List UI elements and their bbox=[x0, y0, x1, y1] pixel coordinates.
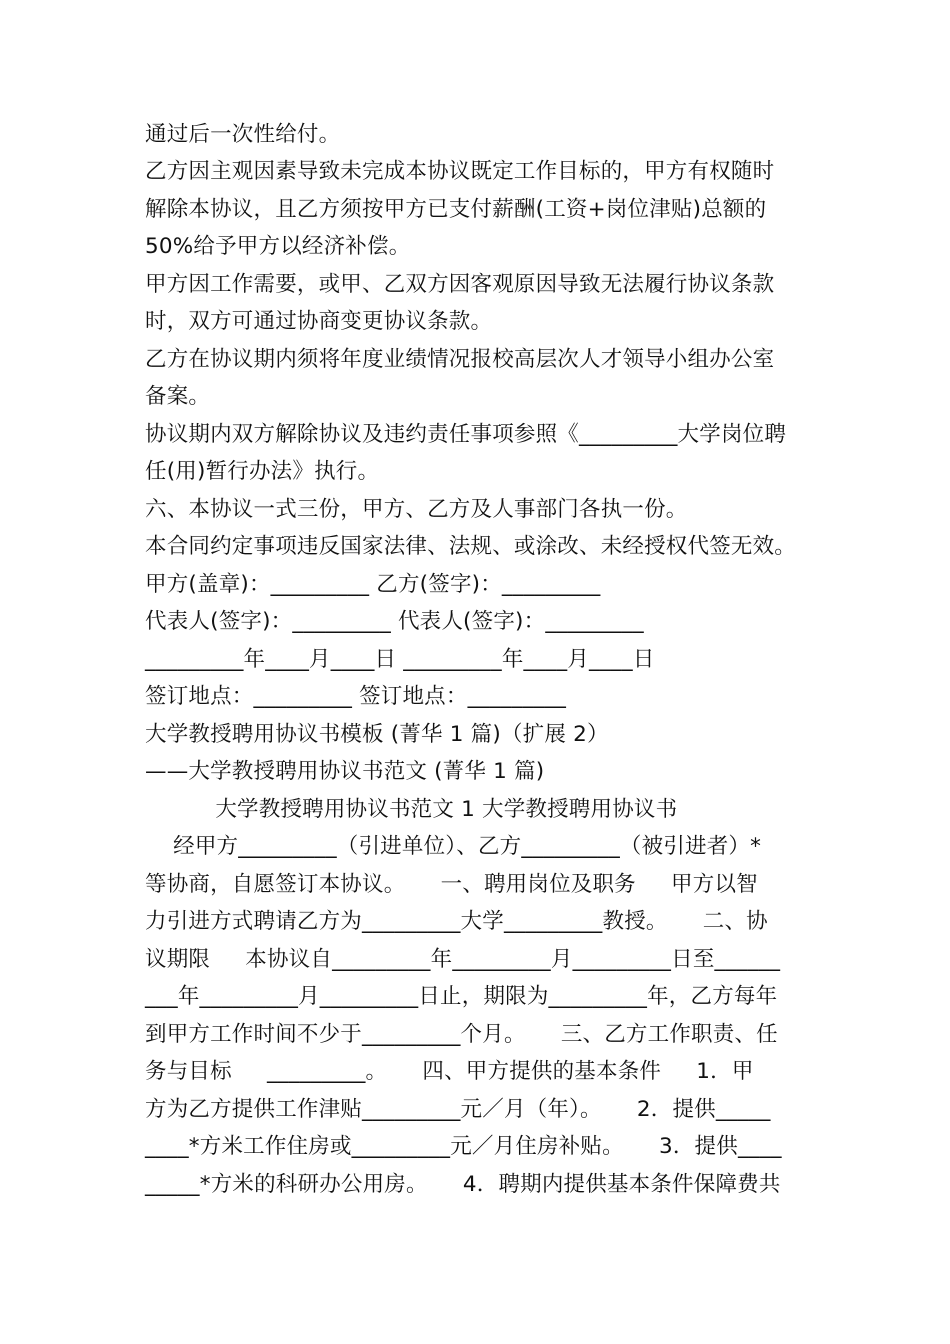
paragraph-line: 时，双方可通过协商变更协议条款。 bbox=[145, 309, 493, 334]
section-heading: 大学教授聘用协议书模板 (菁华 1 篇)（扩展 2） bbox=[145, 722, 609, 747]
paragraph-line: 任(用)暂行办法》执行。 bbox=[145, 459, 380, 484]
document-title: 大学教授聘用协议书范文 1 大学教授聘用协议书 bbox=[145, 797, 678, 822]
paragraph-line: 等协商，自愿签订本协议。 一、聘用岗位及职务 甲方以智 bbox=[145, 872, 758, 897]
paragraph-line: ___年_________月_________日止，期限为_________年，乙方每年 bbox=[145, 984, 778, 1009]
paragraph-line: 通过后一次性给付。 bbox=[145, 122, 341, 147]
paragraph-line: 协议期内双方解除协议及违约责任事项参照《_________大学岗位聘 bbox=[145, 422, 787, 447]
paragraph-line: 解除本协议，且乙方须按甲方已支付薪酬(工资+岗位津贴)总额的 bbox=[145, 197, 767, 222]
paragraph-line: 到甲方工作时间不少于_________个月。 三、乙方工作职责、任 bbox=[145, 1022, 778, 1047]
paragraph-line: 甲方因工作需要，或甲、乙双方因客观原因导致无法履行协议条款 bbox=[145, 272, 775, 297]
paragraph-line: 备案。 bbox=[145, 384, 211, 409]
signature-line: 代表人(签字)：_________ 代表人(签字)：_________ bbox=[145, 609, 644, 634]
paragraph-line: _____*方米的科研办公用房。 4．聘期内提供基本条件保障费共 bbox=[145, 1172, 781, 1197]
paragraph-line: 务与目标 _________。 四、甲方提供的基本条件 1．甲 bbox=[145, 1059, 754, 1084]
paragraph-line: 六、本协议一式三份，甲方、乙方及人事部门各执一份。 bbox=[145, 497, 688, 522]
paragraph-line: 议期限 本协议自_________年_________月_________日至______ bbox=[145, 947, 781, 972]
paragraph-line: 力引进方式聘请乙方为_________大学_________教授。 二、协 bbox=[145, 909, 768, 934]
signature-line: 甲方(盖章)：_________ 乙方(签字)：_________ bbox=[145, 572, 601, 597]
paragraph-line: ____*方米工作住房或_________元／月住房补贴。 3．提供____ bbox=[145, 1134, 782, 1159]
paragraph-line: 乙方在协议期内须将年度业绩情况报校高层次人才领导小组办公室 bbox=[145, 347, 775, 372]
date-line: _________年____月____日 _________年____月____日 bbox=[145, 647, 655, 672]
paragraph-line: 本合同约定事项违反国家法律、法规、或涂改、未经授权代签无效。 bbox=[145, 534, 797, 559]
section-subheading: ——大学教授聘用协议书范文 (菁华 1 篇) bbox=[145, 759, 545, 784]
paragraph-line: 50%给予甲方以经济补偿。 bbox=[145, 234, 411, 259]
paragraph-line: 经甲方_________（引进单位）、乙方_________（被引进者）* bbox=[145, 834, 762, 859]
paragraph-line: 方为乙方提供工作津贴_________元／月（年）。 2．提供_____ bbox=[145, 1097, 771, 1122]
paragraph-line: 乙方因主观因素导致未完成本协议既定工作目标的，甲方有权随时 bbox=[145, 159, 775, 184]
location-line: 签订地点：_________ 签订地点：_________ bbox=[145, 684, 567, 709]
